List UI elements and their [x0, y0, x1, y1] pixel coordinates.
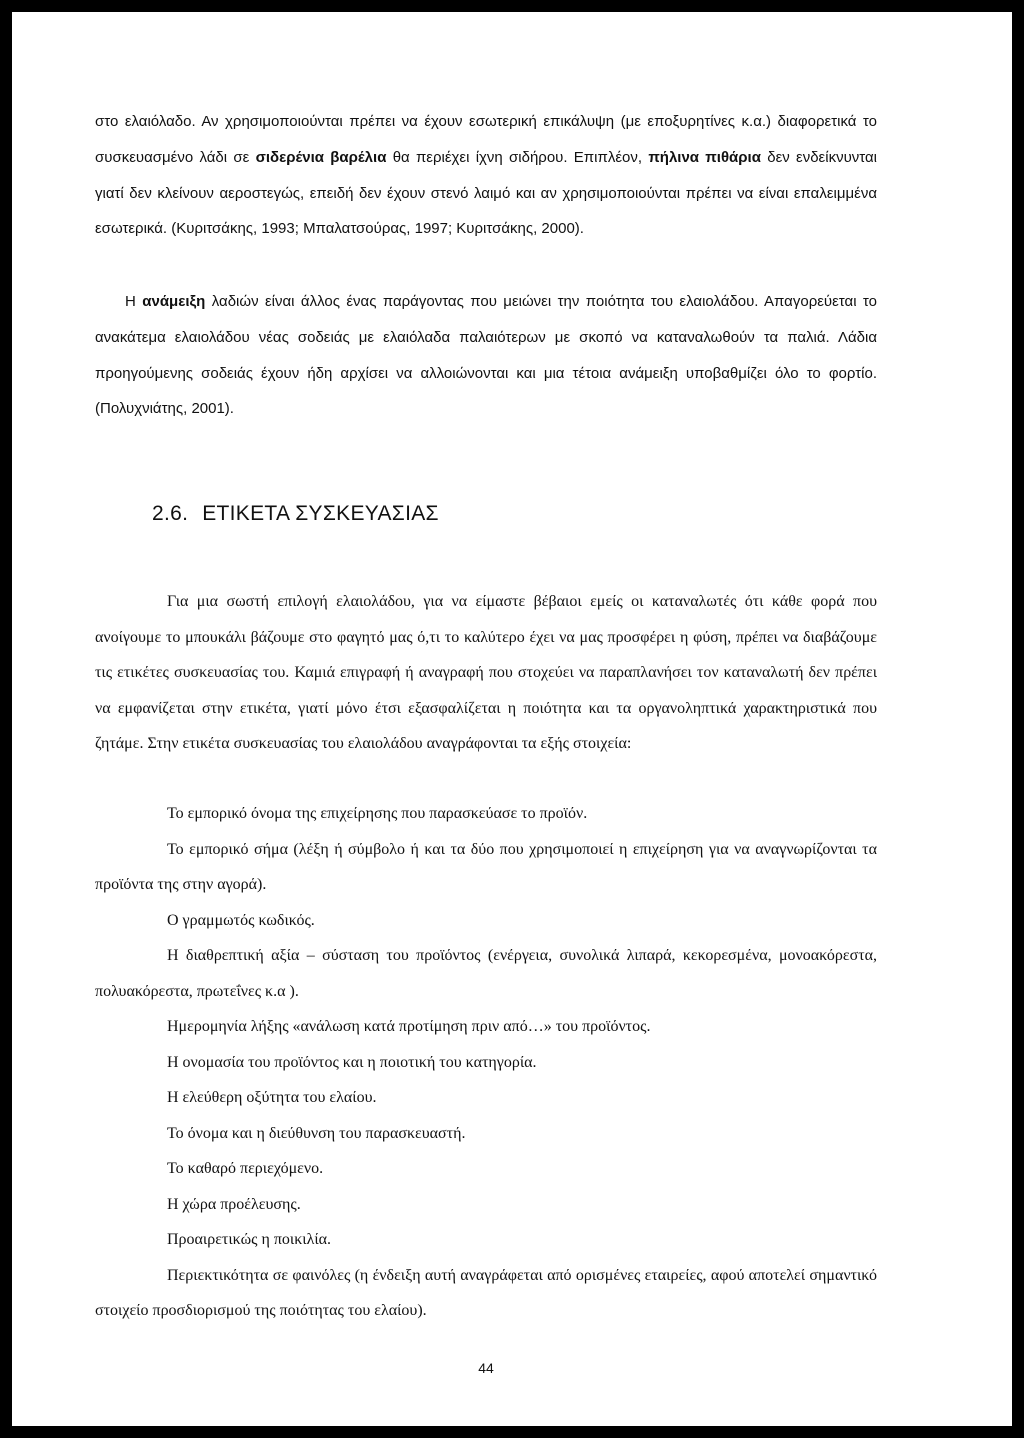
paragraph-oil-mixing: [95, 284, 877, 427]
page-number: 44: [478, 1360, 494, 1376]
list-item: Το καθαρό περιεχόμενο.: [167, 1160, 324, 1177]
list-item: Το εμπορικό όνομα της επιχείρησης που παρασκεύασε το προϊόν.: [167, 805, 588, 822]
list-item: Προαιρετικώς η ποικιλία.: [167, 1231, 332, 1248]
list-item: Το όνομα και η διεύθυνση του παρασκευαστή.: [167, 1124, 466, 1142]
text-fragment: θα περιέχει ίχνη σιδήρου. Επιπλέον,: [392, 148, 643, 166]
section-title: ΕΤΙΚΕΤΑ ΣΥΣΚΕΥΑΣΙΑΣ: [202, 502, 439, 525]
list-item: Η ονομασία του προϊόντος και η ποιοτική του κατηγορία.: [167, 1053, 537, 1071]
section-number: 2.6.: [152, 502, 189, 525]
paragraph-label-intro: Για μια σωστή επιλογή ελαιολάδου, για να είμαστε βέβαιοι εμείς οι καταναλωτές ότι κάθε φορά που ανοίγουμε το μπουκάλι βάζουμε στο φαγητό μας ό,τι το καλύτερο έχει να μας προσφέρει η φύση, πρέπει να διαβάζουμε τις ετικέτες συσκευασίας του. Καμιά επιγραφή ή αναγραφή που στοχεύει να παραπλανήσει τον καταναλωτή δεν πρέπει να εμφανίζεται στην ετικέτα, γιατί μόνο έτσι εξασφαλίζεται η ποιότητα και τα οργανοληπτικά χαρακτηριστικά που ζητάμε. Στην ετικέτα συσκευασίας του ελαιολάδου αναγράφονται τα εξής στοιχεία:: [95, 593, 877, 752]
paragraph-storage-containers: [95, 104, 877, 247]
text-fragment: λαδιών είναι άλλος ένας παράγοντας που μειώνει την ποιότητα του ελαιολάδου. Απαγορεύεται το ανακάτεμα ελαιολάδου νέας σοδειάς με ελαιόλαδα παλαιότερων με σκοπό να καταναλωθούν τα παλιά. Λάδια προηγούμενης σοδειάς έχουν ήδη αρχίσει να αλλοιώνονται και μια τέτοια ανάμειξη υποβαθμίζει όλο το φορτίο. (Πολυχνιάτης, 2001).: [95, 293, 877, 418]
text-fragment: στο ελαιόλαδο. Αν χρησιμοποιούνται πρέπει να έχουν εσωτερική επικάλυψη (με εποξυρητίνες κ.α.) διαφορετικά το συσκευασμένο λάδι σε: [95, 113, 877, 166]
list-item: Το εμπορικό σήμα (λέξη ή σύμβολο ή και τα δύο που χρησιμοποιεί η επιχείρηση για να αναγνωρίζονται τα προϊόντα της στην αγορά).: [95, 840, 877, 893]
emphasis-mixing: ανάμειξη: [142, 293, 206, 310]
text-fragment: δεν ενδείκνυνται γιατί δεν κλείνουν αεροστεγώς, επειδή δεν έχουν στενό λαιμό και αν χρησιμοποιούνται πρέπει να είναι επαλειμμένα εσωτερικά. (Κυριτσάκης, 1993; Μπαλατσούρας, 1997; Κυριτσάκης, 2000).: [95, 148, 877, 238]
list-item: Η ελεύθερη οξύτητα του ελαίου.: [167, 1089, 377, 1106]
list-item: Περιεκτικότητα σε φαινόλες (η ένδειξη αυτή αναγράφεται από ορισμένες εταιρείες, αφού αποτελεί σημαντικό στοιχείο προσδιορισμού της ποιότητας του ελαίου).: [95, 1266, 877, 1319]
emphasis-clay-jars: πήλινα πιθάρια: [648, 148, 761, 166]
list-item: Ημερομηνία λήξης «ανάλωση κατά προτίμηση πριν από…» του προϊόντος.: [167, 1018, 651, 1035]
list-item: Ο γραμμωτός κωδικός.: [167, 911, 315, 929]
emphasis-iron-barrels: σιδερένια βαρέλια: [255, 148, 387, 166]
label-items-list: [95, 796, 877, 1329]
list-item: Η διαθρεπτική αξία – σύσταση του προϊόντος (ενέργεια, συνολικά λιπαρά, κεκορεσμένα, μονοακόρεστα, πολυακόρεστα, πρωτεΐνες κ.α ).: [95, 947, 877, 1000]
list-item: Η χώρα προέλευσης.: [167, 1195, 301, 1213]
document-page: [12, 12, 1012, 1426]
section-heading: [152, 502, 439, 526]
text-fragment: Η: [125, 293, 136, 310]
